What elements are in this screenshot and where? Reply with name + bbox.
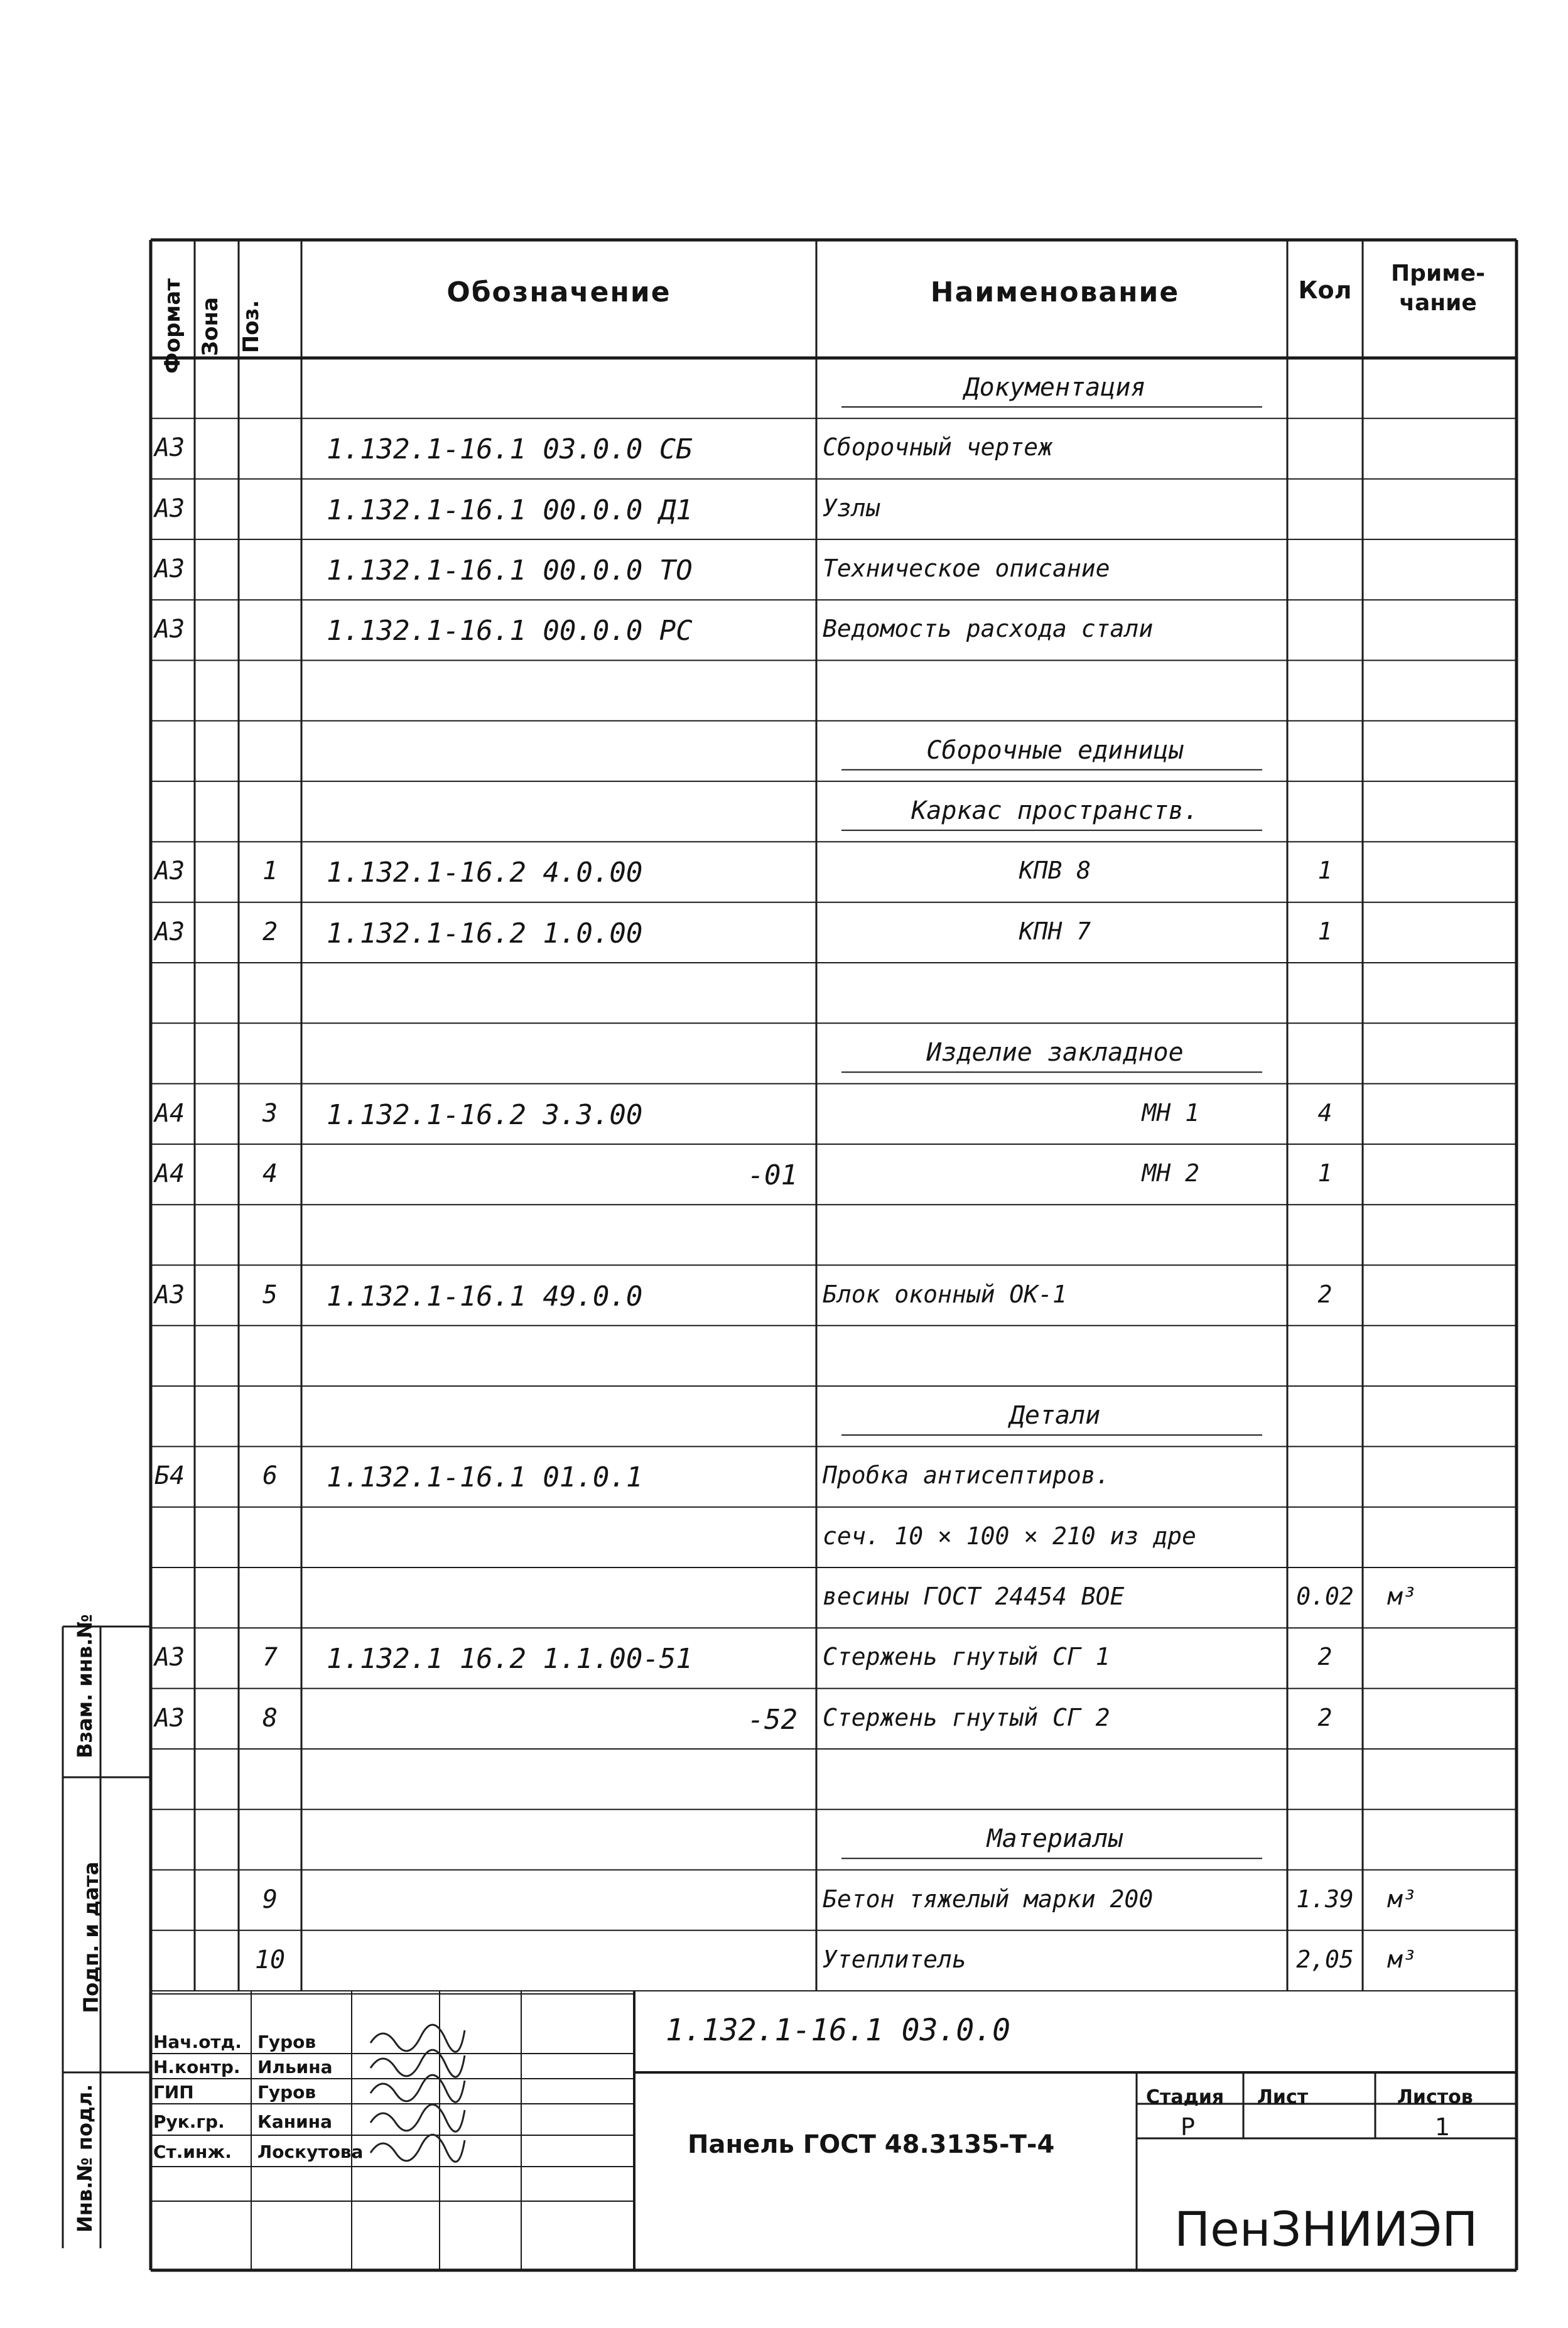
row-designation: 1.132.1-16.1 00.0.0 ТО — [327, 554, 693, 587]
header-qty: Кол — [1298, 276, 1352, 304]
row-format: А3 — [154, 857, 185, 886]
row-name: Бетон тяжелый марки 200 — [823, 1885, 1154, 1913]
row-name: Пробка антисептиров. — [823, 1461, 1110, 1490]
row-position: 4 — [262, 1159, 278, 1188]
role-person: Гуров — [257, 2082, 316, 2103]
row-format: А4 — [154, 1098, 185, 1128]
side-inv-podl: Инв.№ подл. — [73, 2084, 97, 2233]
row-name: Каркас пространств. — [911, 796, 1199, 826]
row-name: КПН 7 — [1019, 917, 1091, 945]
row-name: сеч. 10 × 100 × 210 из дре — [823, 1522, 1196, 1550]
row-position: 7 — [262, 1643, 278, 1672]
row-quantity: 4 — [1317, 1098, 1333, 1127]
role-label: Нач.отд. — [153, 2032, 242, 2052]
row-designation: 1.132.1-16.1 00.0.0 РС — [327, 615, 693, 647]
row-name: Детали — [1009, 1401, 1101, 1431]
row-note: м³ — [1388, 1945, 1417, 1973]
row-position: 6 — [262, 1461, 278, 1491]
sheets-value: 1 — [1435, 2113, 1451, 2141]
role-label: Ст.инж. — [153, 2141, 232, 2162]
row-designation: 1.132.1-16.1 00.0.0 Д1 — [327, 494, 693, 526]
role-label: Н.контр. — [153, 2057, 241, 2077]
handwritten-signature — [370, 2104, 465, 2131]
row-designation: 1.132.1-16.1 49.0.0 — [327, 1280, 643, 1313]
row-name: Документация — [964, 373, 1146, 402]
row-name: МН 2 — [1142, 1159, 1199, 1187]
side-podp-data: Подп. и дата — [79, 1861, 103, 2013]
header-zone: Зона — [198, 297, 223, 356]
row-designation: 1.132.1-16.1 01.0.1 — [327, 1461, 643, 1494]
row-position: 9 — [262, 1885, 278, 1914]
row-format: А3 — [154, 1643, 185, 1672]
side-vzam-inv: Взам. инв.№ — [73, 1614, 97, 1758]
row-quantity: 1 — [1317, 917, 1333, 945]
row-designation: -52 — [747, 1703, 798, 1736]
header-format: Формат — [160, 278, 185, 374]
header-designation: Обозначение — [446, 276, 671, 308]
product-name: Панель ГОСТ 48.3135-Т-4 — [688, 2130, 1055, 2159]
row-designation: 1.132.1 16.2 1.1.00-51 — [327, 1643, 693, 1676]
row-designation: 1.132.1-16.2 4.0.00 — [327, 857, 643, 889]
row-name: Техническое описание — [823, 554, 1110, 582]
row-position: 8 — [262, 1703, 278, 1733]
row-name: Утеплитель — [823, 1945, 966, 1973]
row-position: 10 — [254, 1945, 286, 1974]
role-person: Ильина — [257, 2057, 333, 2077]
row-position: 1 — [262, 857, 278, 886]
row-name: весины ГОСТ 24454 ВОЕ — [823, 1583, 1125, 1610]
row-name: КПВ 8 — [1019, 857, 1091, 885]
row-designation: 1.132.1-16.2 1.0.00 — [327, 917, 643, 950]
row-position: 3 — [262, 1098, 278, 1128]
row-quantity: 1 — [1317, 1159, 1333, 1187]
stage-value: Р — [1181, 2113, 1195, 2141]
row-name: МН 1 — [1142, 1098, 1199, 1127]
role-person: Гуров — [257, 2032, 316, 2052]
row-name: Материалы — [987, 1824, 1123, 1854]
row-designation: 1.132.1-16.1 03.0.0 СБ — [327, 433, 693, 466]
stage-label: Стадия — [1146, 2086, 1225, 2108]
row-position: 2 — [262, 917, 278, 946]
header-name: Наименование — [930, 276, 1180, 308]
row-quantity: 2,05 — [1296, 1945, 1354, 1973]
sheet-label: Лист — [1257, 2086, 1309, 2108]
row-quantity: 2 — [1317, 1280, 1333, 1308]
row-name: Стержень гнутый СГ 2 — [823, 1703, 1110, 1731]
handwritten-signature — [370, 2135, 465, 2162]
row-name: Стержень гнутый СГ 1 — [823, 1643, 1110, 1671]
row-name: Узлы — [823, 494, 880, 522]
row-note: м³ — [1388, 1583, 1417, 1610]
row-format: А3 — [154, 1703, 185, 1733]
row-designation: -01 — [747, 1159, 798, 1191]
row-format: А3 — [154, 494, 185, 523]
role-person: Канина — [257, 2111, 332, 2132]
doc-number: 1.132.1-16.1 03.0.0 — [666, 2013, 1011, 2048]
row-designation: 1.132.1-16.2 3.3.00 — [327, 1098, 643, 1131]
row-position: 5 — [262, 1280, 278, 1309]
row-format: А4 — [154, 1159, 185, 1188]
sheets-label: Листов — [1397, 2086, 1473, 2108]
handwritten-signature — [370, 2025, 465, 2052]
header-pos: Поз. — [239, 300, 264, 354]
row-format: А3 — [154, 554, 185, 583]
row-quantity: 1.39 — [1296, 1885, 1354, 1913]
row-name: Ведомость расхода стали — [823, 615, 1154, 643]
role-person: Лоскутова — [257, 2141, 364, 2162]
header-note-2: чание — [1399, 290, 1477, 316]
row-format: Б4 — [154, 1461, 185, 1491]
row-quantity: 2 — [1317, 1703, 1333, 1731]
row-name: Сборочные единицы — [926, 735, 1184, 765]
row-name: Блок оконный ОК-1 — [823, 1280, 1067, 1308]
row-quantity: 1 — [1317, 857, 1333, 885]
role-label: Рук.гр. — [153, 2111, 225, 2132]
row-quantity: 2 — [1317, 1643, 1333, 1671]
row-quantity: 0.02 — [1296, 1583, 1354, 1610]
row-name: Изделие закладное — [926, 1038, 1184, 1068]
row-note: м³ — [1388, 1885, 1417, 1913]
organization: ПенЗНИИЭП — [1174, 2201, 1478, 2257]
row-format: А3 — [154, 917, 185, 946]
header-note-1: Приме- — [1391, 261, 1485, 286]
row-format: А3 — [154, 433, 185, 463]
row-format: А3 — [154, 615, 185, 644]
row-format: А3 — [154, 1280, 185, 1309]
row-name: Сборочный чертеж — [823, 433, 1053, 462]
role-label: ГИП — [153, 2082, 194, 2103]
